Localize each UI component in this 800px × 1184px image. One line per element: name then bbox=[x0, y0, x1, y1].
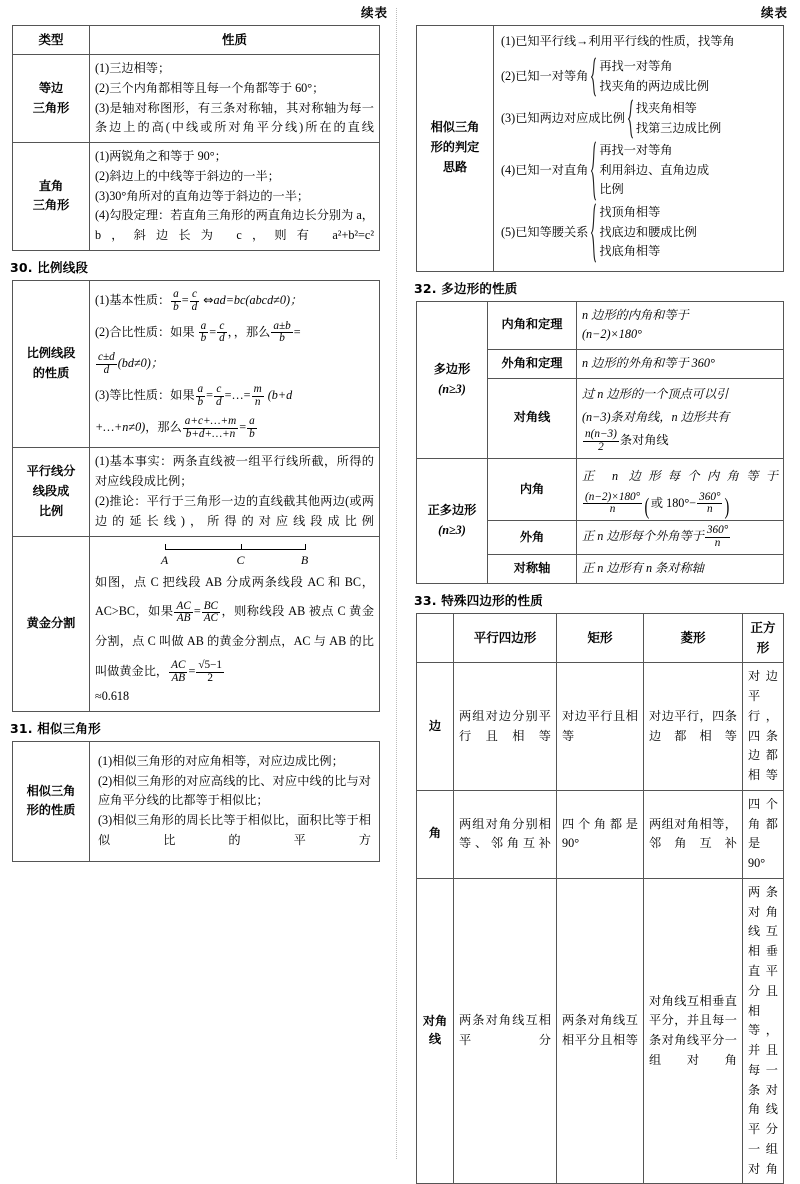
judgement-item-4 bbox=[501, 141, 779, 201]
row-label-similar-properties: 相似三角 形的性质 bbox=[13, 741, 90, 861]
property-item: (1)相似三角形的对应角相等，对应边成比例； bbox=[98, 753, 344, 768]
special-quadrilateral-table bbox=[416, 613, 784, 1184]
property-item: (2)推论：平行于三角形一边的直线截其他两边(或两边的延长线)，所得的对应线段成比例 bbox=[95, 494, 374, 528]
property-item-1: (1)基本性质： $\frac{a}{b}$ = $\frac{c}{d}$ ⇔ad=bc(abcd≠0)； bbox=[95, 287, 303, 313]
property-item: (2)相似三角形的对应高线的比、对应中线的比与对应角平分线的比都等于相似比； bbox=[98, 773, 371, 808]
polygon-rule-name: 对角线 bbox=[488, 378, 577, 458]
brace-icon bbox=[590, 203, 597, 263]
polygon-properties-table bbox=[416, 301, 784, 584]
cell-rhombus-sides: 对边平行，四条边都相等 bbox=[644, 663, 743, 791]
branch: 找夹角的两边成比例 bbox=[599, 78, 710, 93]
cell-parallelogram-diagonals: 两条对角线互相平分 bbox=[454, 878, 557, 1183]
equilateral-properties bbox=[90, 55, 380, 143]
header-parallelogram: 平行四边形 bbox=[454, 613, 557, 663]
branch: 比例 bbox=[599, 182, 624, 197]
cell-rectangle-angles: 四个角都是 90° bbox=[557, 790, 644, 878]
segment-diagram bbox=[159, 541, 311, 567]
segment-label-b: B bbox=[300, 552, 309, 567]
property-item: (4)勾股定理：若直角三角形的两直角边长分别为 a，b，斜边长为 c，则有 a²+b²=c² bbox=[95, 208, 374, 243]
brace-icon bbox=[590, 141, 597, 201]
table-row bbox=[417, 301, 784, 350]
regular-polygon-rule-name: 内角 bbox=[488, 458, 577, 521]
header-square: 正方形 bbox=[743, 613, 784, 663]
brace-icon bbox=[627, 99, 634, 139]
property-item: (2)斜边上的中线等于斜边的一半； bbox=[95, 168, 280, 183]
table-row bbox=[417, 458, 784, 521]
row-label-right-triangle: 直角 三角形 bbox=[13, 143, 90, 251]
similar-triangles-table bbox=[12, 741, 380, 862]
property-item: (2)三个内角都相等且每一个角都等于 60°； bbox=[95, 80, 325, 95]
polygon-rule-name: 外角和定理 bbox=[488, 350, 577, 379]
row-label-equilateral: 等边 三角形 bbox=[13, 55, 90, 143]
regular-polygon-rule-name: 外角 bbox=[488, 521, 577, 555]
row-label-judgement: 相似三角 形的判定 思路 bbox=[417, 25, 494, 271]
polygon-rule-name: 内角和定理 bbox=[488, 301, 577, 350]
judgement-item-2-prefix: (2)已知一对等角 bbox=[501, 68, 589, 83]
judgement-item-2 bbox=[501, 57, 779, 97]
branch: 找底角相等 bbox=[599, 244, 661, 259]
property-item-3: (3)等比性质：如果 $\frac{a}{b}$ = $\frac{c}{d}$ =…= $\frac{m}{n}$ (b+d bbox=[95, 383, 293, 408]
table-header-row bbox=[417, 613, 784, 663]
right-column bbox=[400, 5, 792, 1176]
table-row bbox=[13, 448, 380, 536]
right-triangle-properties bbox=[90, 143, 380, 251]
table-row bbox=[417, 663, 784, 791]
rule-text: (n−3)条对角线，n 边形共有 bbox=[582, 409, 730, 424]
judgement-item-4-prefix: (4)已知一对直角 bbox=[501, 162, 589, 177]
property-item-2: (2)合比性质：如果 $\frac{a}{b}$ = $\frac{c}{d}$ ，，那么 $\frac{a\pm b}{b}$ = bbox=[95, 319, 301, 345]
branch: 再找一对等角 bbox=[599, 58, 673, 73]
polygon-rule-content: n 边形的外角和等于 360° bbox=[577, 350, 784, 379]
cell-rectangle-sides: 对边平行且相等 bbox=[557, 663, 644, 791]
row-label-angles: 角 bbox=[417, 790, 454, 878]
branch: 找夹角相等 bbox=[635, 100, 697, 115]
tick-a bbox=[165, 544, 166, 550]
segment-label-a: A bbox=[160, 552, 169, 567]
branch: 利用斜边、直角边成 bbox=[599, 162, 710, 177]
table-row bbox=[13, 143, 380, 251]
table-row bbox=[417, 25, 784, 271]
row-label-sides: 边 bbox=[417, 663, 454, 791]
regular-polygon-rule-name: 对称轴 bbox=[488, 554, 577, 583]
judgement-item-3 bbox=[501, 99, 779, 139]
header-type: 类型 bbox=[13, 25, 90, 54]
segment-label-c: C bbox=[236, 552, 245, 567]
rule-text: n 边形的内角和等于 bbox=[582, 307, 689, 322]
branch: 再找一对等角 bbox=[599, 142, 673, 157]
tick-c bbox=[241, 544, 242, 550]
header-blank bbox=[417, 613, 454, 663]
table-row bbox=[13, 536, 380, 711]
right-paren: ) bbox=[724, 494, 730, 521]
brace-icon bbox=[590, 57, 597, 97]
header-rectangle: 矩形 bbox=[557, 613, 644, 663]
judgement-item-3-prefix: (3)已知两边对应成比例 bbox=[501, 110, 625, 125]
section-heading-32: 32. 多边形的性质 bbox=[414, 280, 518, 296]
judgement-item-5-branches bbox=[599, 203, 697, 262]
golden-section-text: 如图，点 C 把线段 AB 分成两条线段 AC 和 BC，AC>BC，如果 $\frac{AC}{AB}$ = $\frac{BC}{AC}$ ，则称线段 AB 被点 C 黄金分割，点 C 叫做 AB 的黄金分割点，AC 与 AB 的比叫做黄金比， $\frac{AC}{AB}$ = $\frac{√5-1}{2}$ bbox=[95, 574, 375, 685]
judgement-item-5 bbox=[501, 203, 779, 263]
left-column bbox=[8, 6, 400, 1167]
segment-line bbox=[165, 549, 305, 550]
row-label-regular-polygon: 正多边形 (n≥3) bbox=[417, 458, 488, 583]
property-item: (3)相似三角形的周长比等于相似比，面积比等于相似比的平方 bbox=[98, 813, 371, 847]
table-row bbox=[417, 790, 784, 878]
branch: 找顶角相等 bbox=[599, 204, 661, 219]
regular-polygon-rule-content: 正 n 边形有 n 条对称轴 bbox=[577, 554, 784, 583]
cell-rhombus-angles: 两组对角相等，邻角互补 bbox=[644, 790, 743, 878]
judgement-item-4-branches bbox=[599, 141, 709, 200]
similar-properties-content bbox=[90, 741, 380, 861]
section-heading-33: 33. 特殊四边形的性质 bbox=[414, 592, 543, 608]
cell-square-diagonals: 两条对角线互相垂直平分且相等，并且每一条对角线平分一组对角 bbox=[743, 878, 784, 1183]
property-item: (1)基本事实：两条直线被一组平行线所截，所得的对应线段成比例； bbox=[95, 454, 374, 489]
tick-b bbox=[305, 544, 306, 550]
table-row bbox=[417, 878, 784, 1183]
triangle-properties-table bbox=[12, 25, 380, 251]
judgement-item-1: (1)已知平行线→利用平行线的性质，找等角 bbox=[501, 33, 735, 48]
rule-text: $\frac{n(n-3)}{2}$ 条对角线 bbox=[585, 428, 669, 453]
rule-text: 过 n 边形的一个顶点可以引 bbox=[582, 386, 729, 401]
cell-square-sides: 对边平行，四条边都相等 bbox=[743, 663, 784, 791]
row-label-golden-section: 黄金分割 bbox=[13, 536, 90, 711]
table-row bbox=[13, 280, 380, 448]
polygon-rule-content bbox=[577, 378, 784, 458]
continued-label-left: 续表 bbox=[360, 5, 388, 20]
property-item-3-cont: +…+n≠0)，那么 $\frac{a+c+\dots+m}{b+d+\dots+n}$ = $\frac{a}{b}$ bbox=[95, 414, 255, 440]
proportional-segments-table bbox=[12, 280, 380, 712]
regular-polygon-rule-content: 正 n 边形每个外角等于 $\frac{360^\circ}{n}$ bbox=[577, 521, 784, 555]
judgement-content bbox=[494, 25, 784, 271]
judgement-item-2-branches bbox=[599, 57, 709, 97]
header-rhombus: 菱形 bbox=[644, 613, 743, 663]
branch: 找第三边成比例 bbox=[635, 120, 722, 135]
property-item: (3)是轴对称图形，有三条对称轴，其对称轴为每一条边上的高(中线或所对角平分线)所在的直线 bbox=[95, 100, 374, 135]
rule-text: (n−2)×180° bbox=[582, 327, 642, 342]
section-heading-31: 31. 相似三角形 bbox=[10, 720, 101, 736]
header-properties: 性质 bbox=[90, 25, 380, 54]
similar-triangle-judgement-table bbox=[416, 25, 784, 272]
row-label-polygon: 多边形 (n≥3) bbox=[417, 301, 488, 458]
golden-ratio-value: ≈0.618 bbox=[95, 689, 130, 704]
property-item: (1)两锐角之和等于 90°； bbox=[95, 149, 227, 164]
row-label-proportion-properties: 比例线段 的性质 bbox=[13, 280, 90, 448]
regular-polygon-rule-content bbox=[577, 458, 784, 521]
table-row bbox=[13, 55, 380, 143]
property-item-2-cont: $\frac{c\pm d}{d}$ (bd≠0)； bbox=[98, 351, 164, 377]
judgement-item-3-branches bbox=[636, 99, 721, 139]
table-row bbox=[13, 741, 380, 861]
parallel-proportion-content bbox=[90, 448, 380, 536]
polygon-rule-content bbox=[577, 301, 784, 350]
golden-section-content bbox=[90, 536, 380, 711]
table-header-row bbox=[13, 25, 380, 54]
cell-rhombus-diagonals: 对角线互相垂直平分，并且每一条对角线平分一组对角 bbox=[644, 878, 743, 1183]
row-label-parallel-proportion: 平行线分 线段成 比例 bbox=[13, 448, 90, 536]
cell-rectangle-diagonals: 两条对角线互相平分且相等 bbox=[557, 878, 644, 1183]
continued-label-right: 续表 bbox=[760, 5, 788, 20]
section-heading-30: 30. 比例线段 bbox=[10, 259, 89, 275]
rule-text: 正 n 边形每个内角等于 bbox=[582, 468, 778, 483]
proportion-properties-content bbox=[90, 280, 380, 448]
judgement-item-5-prefix: (5)已知等腰关系 bbox=[501, 224, 589, 239]
branch: 找底边和腰成比例 bbox=[599, 224, 697, 239]
cell-parallelogram-angles: 两组对角分别相等、邻角互补 bbox=[454, 790, 557, 878]
row-label-diagonals: 对角线 bbox=[417, 878, 454, 1183]
left-paren: ( bbox=[644, 494, 650, 521]
cell-parallelogram-sides: 两组对边分别平行且相等 bbox=[454, 663, 557, 791]
cell-square-angles: 四个角都是 90° bbox=[743, 790, 784, 878]
property-item: (1)三边相等； bbox=[95, 61, 171, 75]
rule-formula: $\frac{(n-2)\times 180^\circ}{n}$ (或 180°− $\frac{360^\circ}{n}$ ) bbox=[585, 490, 730, 521]
property-item: (3)30°角所对的直角边等于斜边的一半； bbox=[95, 188, 310, 203]
